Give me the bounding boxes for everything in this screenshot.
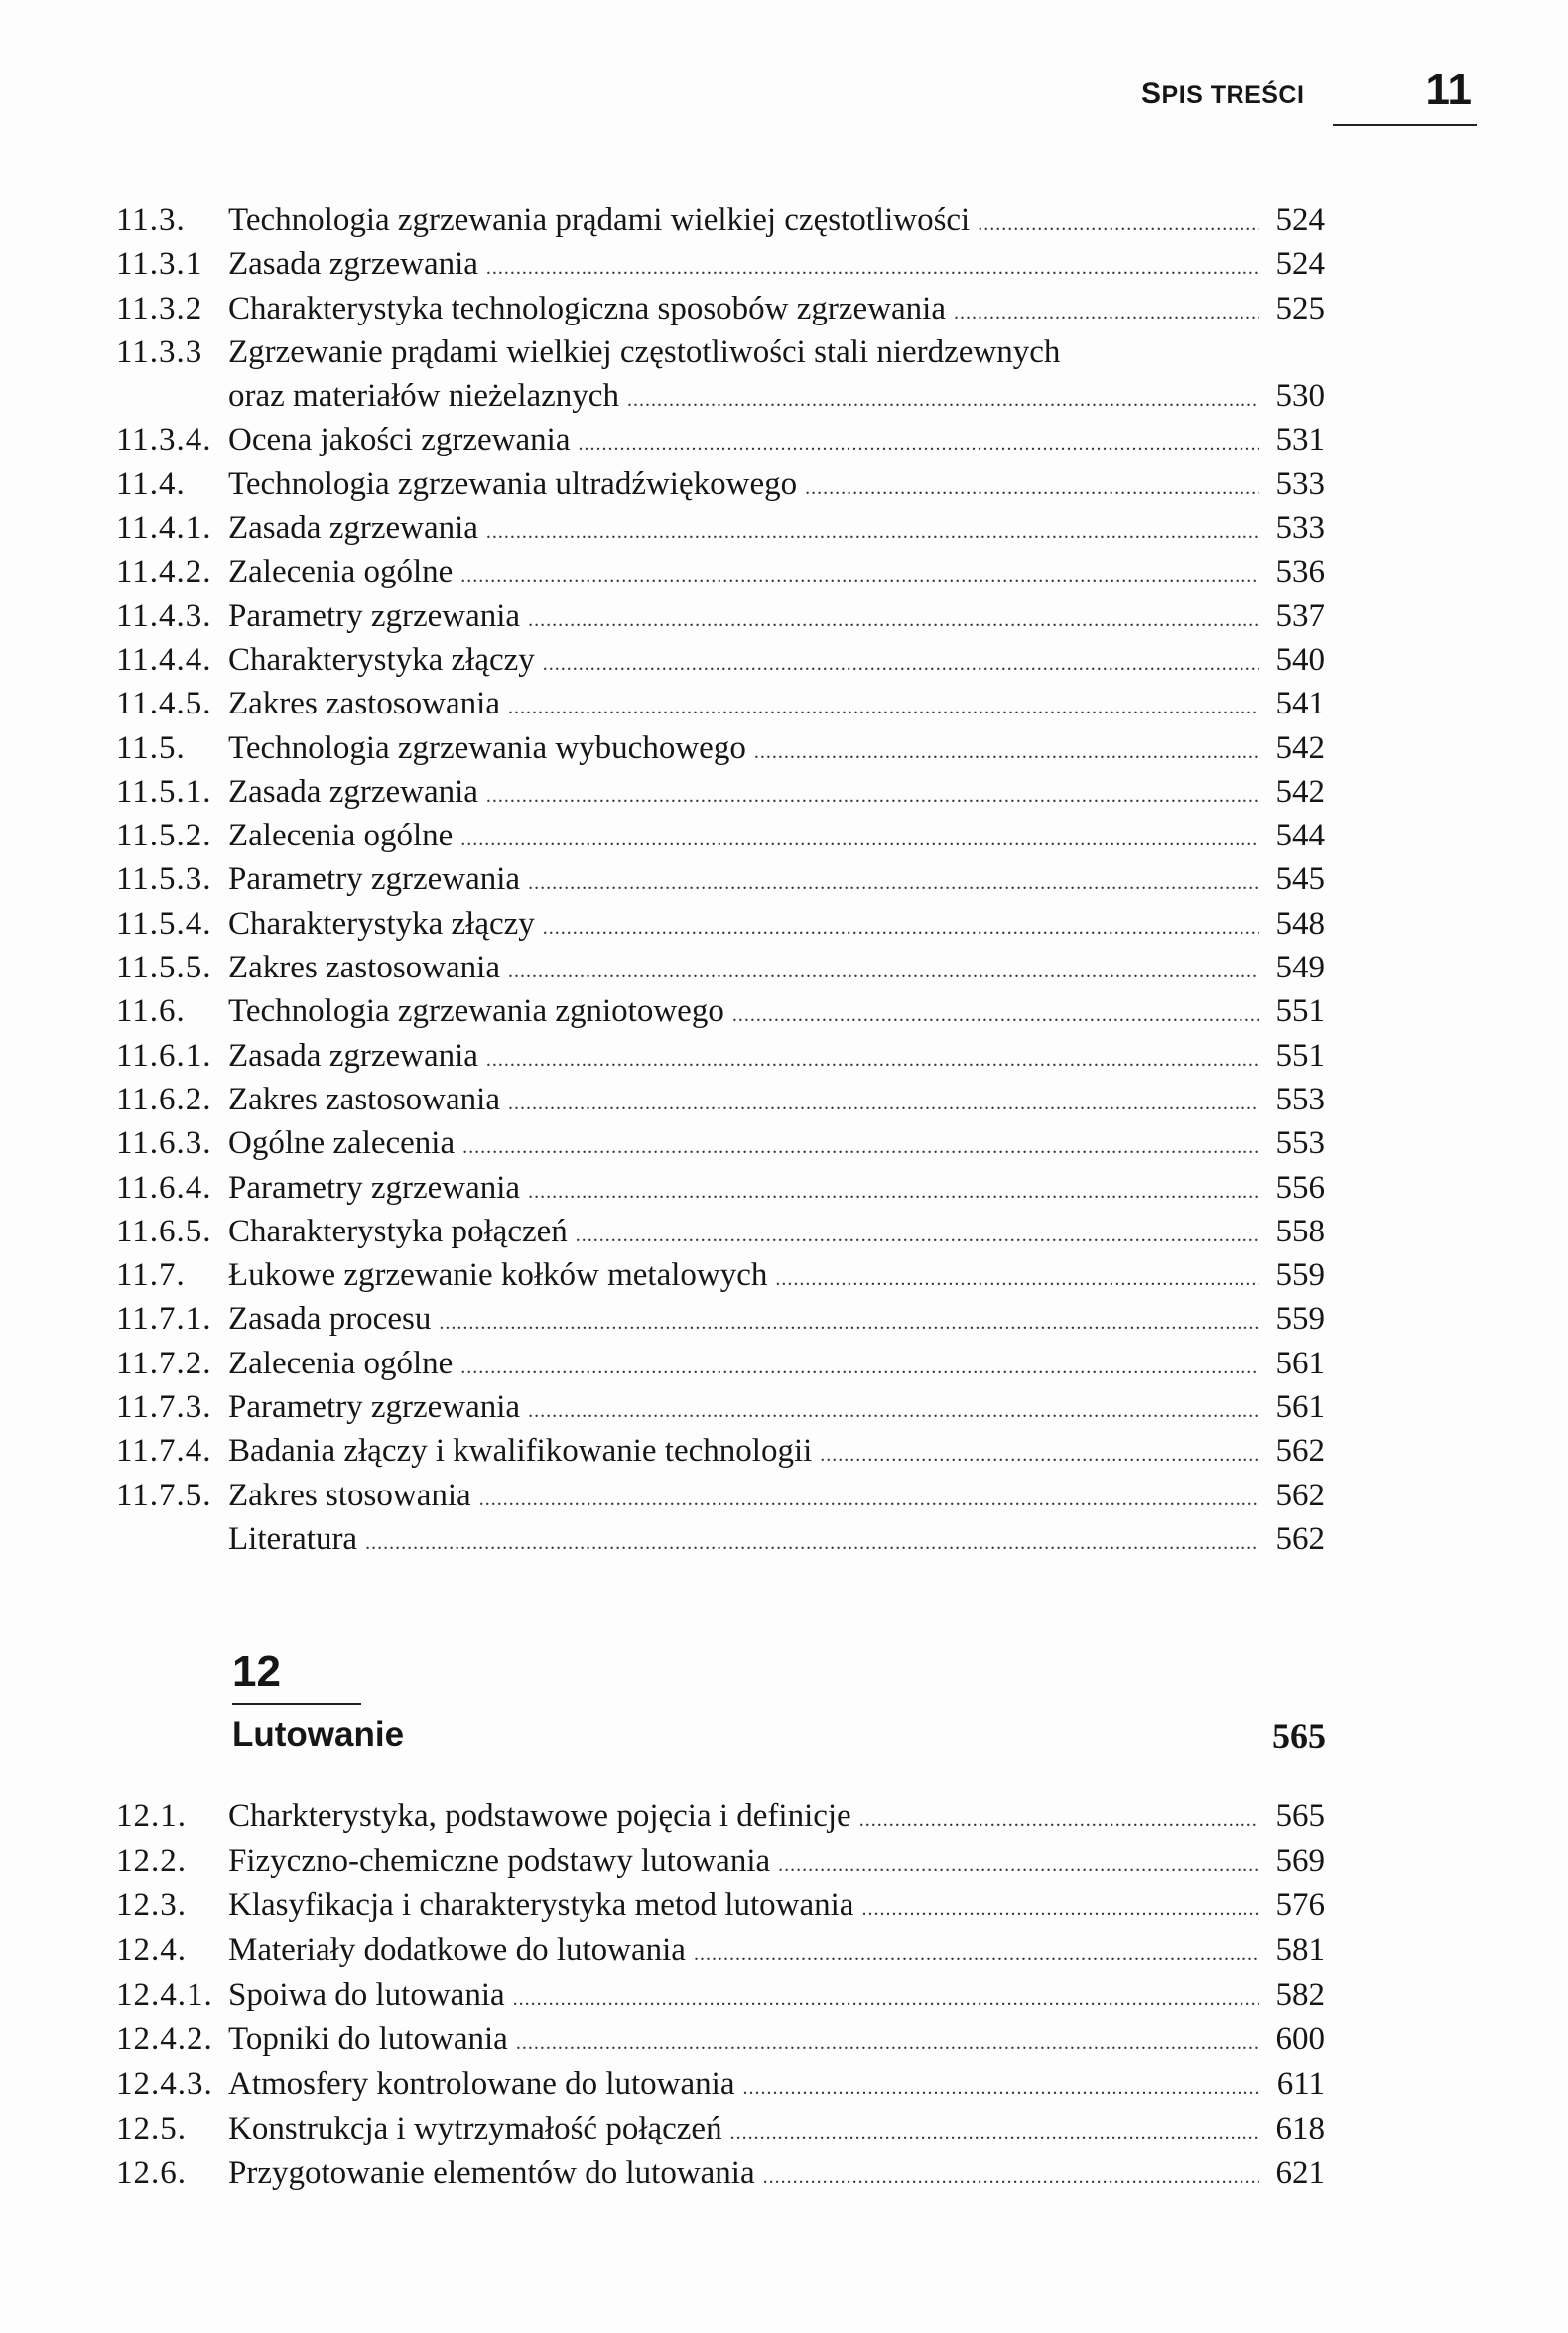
- toc-entry-number: 11.6.2.: [116, 1081, 212, 1117]
- toc-entry-number: 11.7.: [116, 1257, 186, 1294]
- toc-entry: [116, 993, 1325, 1037]
- toc-entry-title: Charakterystyka złączy: [228, 641, 535, 678]
- toc-entry-number: 12.3.: [116, 1887, 187, 1923]
- toc-entry: [116, 906, 1325, 950]
- toc-entry-title: Zalecenia ogólne: [228, 554, 454, 590]
- toc-entry-number: 11.3.1: [116, 246, 203, 283]
- toc-entry-number: 11.7.1.: [116, 1301, 212, 1338]
- dot-leader: [954, 302, 1259, 324]
- dot-leader: [516, 2032, 1259, 2055]
- toc-entry-page: 541: [1275, 686, 1325, 722]
- toc-entry-number: 11.3.2: [116, 290, 203, 326]
- toc-entry-page: 553: [1275, 1125, 1325, 1162]
- dot-leader: [508, 697, 1259, 719]
- toc-entry: [116, 861, 1325, 905]
- dot-leader: [730, 2122, 1259, 2144]
- toc-entry-number: 11.7.3.: [116, 1389, 212, 1426]
- toc-entry-number: 12.4.2.: [116, 2021, 213, 2057]
- dot-leader: [820, 1444, 1259, 1467]
- dot-leader: [528, 1181, 1259, 1204]
- toc-entry-page: 551: [1275, 993, 1325, 1030]
- toc-entry-page: 536: [1275, 554, 1325, 590]
- toc-entry: [116, 1843, 1325, 1887]
- toc-entry-title: Parametry zgrzewania: [228, 861, 521, 898]
- dot-leader: [576, 1225, 1259, 1247]
- dot-leader: [861, 1898, 1259, 1921]
- toc-entry-title: Spoiwa do lutowania: [228, 1977, 505, 2012]
- toc-entry-title: Badania złączy i kwalifikowanie technologii: [228, 1433, 813, 1470]
- toc-entry: [116, 1125, 1325, 1169]
- toc-entry-page: 561: [1275, 1345, 1325, 1381]
- toc-entry-title: Charakterystyka technologiczna sposobów zgrzewania: [228, 290, 946, 326]
- dot-leader: [486, 257, 1259, 280]
- toc-entry-page: 537: [1275, 597, 1325, 634]
- dot-leader: [462, 1136, 1259, 1159]
- toc-entry: [116, 202, 1325, 246]
- toc-entry: [116, 1257, 1325, 1301]
- toc-entry: [116, 774, 1325, 818]
- toc-entry-page: 562: [1275, 1477, 1325, 1513]
- toc-entry: [116, 1170, 1325, 1214]
- toc-entry-number: 12.4.3.: [116, 2066, 213, 2102]
- toc-entry-title: Konstrukcja i wytrzymałość połączeń: [228, 2111, 722, 2146]
- toc-entry-page: 545: [1275, 861, 1325, 898]
- toc-entry: [116, 1977, 1325, 2021]
- toc-entry-number: 11.5.2.: [116, 818, 212, 854]
- toc-entry-page: 600: [1275, 2021, 1325, 2057]
- dot-leader: [508, 1093, 1259, 1115]
- toc-entry-page: 524: [1275, 246, 1325, 283]
- toc-entry-page: 533: [1275, 465, 1325, 502]
- toc-entry-page: 561: [1275, 1389, 1325, 1426]
- toc-entry-page: 576: [1275, 1887, 1325, 1923]
- toc-entry-number: 11.4.1.: [116, 510, 212, 547]
- toc-entry-page: 618: [1275, 2111, 1325, 2146]
- toc-entry-number: 11.3.3: [116, 333, 203, 370]
- toc-entry: [116, 554, 1325, 597]
- toc-entry-title: Parametry zgrzewania: [228, 1169, 521, 1206]
- toc-entry-number: 11.6.3.: [116, 1125, 212, 1162]
- toc-entry-page: 562: [1275, 1433, 1325, 1470]
- toc-entry-page: 530: [1275, 378, 1325, 415]
- dot-leader: [486, 785, 1259, 808]
- toc-entry-page: 542: [1275, 729, 1325, 766]
- toc-entry-number: 12.1.: [116, 1798, 187, 1834]
- chapter-page-number: 565: [1272, 1716, 1326, 1755]
- toc-entry: [116, 1521, 1325, 1565]
- toc-entry-title: Charkterystyka, podstawowe pojęcia i definicje: [228, 1798, 851, 1834]
- toc-entry: [116, 334, 1325, 378]
- toc-entry-page: 611: [1276, 2066, 1325, 2102]
- chapter-title: Lutowanie: [232, 1715, 405, 1753]
- dot-leader: [978, 213, 1259, 236]
- toc-entry-number: 11.6.4.: [116, 1169, 212, 1206]
- toc-entry-page: 544: [1275, 818, 1325, 854]
- toc-entry-number: 11.5.3.: [116, 861, 212, 898]
- running-header-title-rest: PIS TREŚCI: [1161, 81, 1305, 109]
- toc-entry-page: 562: [1275, 1520, 1325, 1557]
- toc-entry-number: 12.4.1.: [116, 1977, 213, 2012]
- toc-entry: [116, 466, 1325, 510]
- dot-leader: [859, 1809, 1259, 1832]
- toc-entry: [116, 818, 1325, 861]
- dot-leader: [732, 1004, 1259, 1027]
- dot-leader: [778, 1854, 1259, 1877]
- toc-entry: [116, 686, 1325, 729]
- dot-leader: [754, 741, 1259, 764]
- dot-leader: [479, 1489, 1259, 1511]
- toc-entry-page: 559: [1275, 1257, 1325, 1294]
- toc-entry: [116, 510, 1325, 554]
- header-rule: [1333, 124, 1477, 126]
- dot-leader: [578, 433, 1259, 455]
- toc-entry-page: 531: [1275, 422, 1325, 458]
- dot-leader: [528, 1400, 1259, 1423]
- toc-entry: [116, 950, 1325, 993]
- toc-entry: [116, 2021, 1325, 2066]
- toc-entry-title: Zalecenia ogólne: [228, 818, 454, 854]
- toc-entry-title: Parametry zgrzewania: [228, 597, 521, 634]
- toc-entry-title: Zgrzewanie prądami wielkiej częstotliwości stali nierdzewnych: [228, 333, 1061, 370]
- dot-leader: [763, 2166, 1259, 2189]
- toc-entry: [116, 2155, 1325, 2200]
- dot-leader: [460, 565, 1259, 587]
- toc-entry-number: 11.6.: [116, 993, 186, 1030]
- toc-entry-page: 549: [1275, 950, 1325, 986]
- toc-entry: [116, 642, 1325, 686]
- toc-entry-title: Zakres zastosowania: [228, 950, 500, 986]
- dot-leader: [543, 653, 1259, 676]
- toc-entry-page: 582: [1275, 1977, 1325, 2012]
- toc-entry-page: 558: [1275, 1213, 1325, 1249]
- toc-entry-title: Atmosfery kontrolowane do lutowania: [228, 2066, 735, 2102]
- dot-leader: [513, 1988, 1259, 2010]
- toc-entry-number: 11.7.2.: [116, 1345, 212, 1381]
- toc-entry-number: 11.7.5.: [116, 1477, 212, 1513]
- toc-entry-number: 11.4.: [116, 465, 186, 502]
- toc-entry-number: 11.5.: [116, 729, 186, 766]
- toc-entry: [116, 1346, 1325, 1389]
- toc-entry: [116, 1887, 1325, 1932]
- dot-leader: [486, 521, 1259, 544]
- dot-leader: [460, 1357, 1259, 1379]
- toc-entry-title: Topniki do lutowania: [228, 2021, 508, 2057]
- toc-entry-number: 12.5.: [116, 2111, 187, 2146]
- dot-leader: [460, 829, 1259, 851]
- toc-entry: [116, 378, 1325, 422]
- toc-entry-number: 12.2.: [116, 1843, 187, 1879]
- toc-entry-number: 11.5.4.: [116, 905, 212, 942]
- toc-entry-title: oraz materiałów nieżelaznych: [228, 378, 619, 415]
- toc-entry-page: 553: [1275, 1081, 1325, 1117]
- toc-entry-title: Technologia zgrzewania zgniotowego: [228, 993, 724, 1030]
- toc-entry-title: Zasada zgrzewania: [228, 510, 478, 547]
- toc-entry-page: 524: [1275, 202, 1325, 238]
- toc-entry-number: 11.4.2.: [116, 554, 212, 590]
- toc-entry: [116, 730, 1325, 774]
- toc-entry-title: Charakterystyka złączy: [228, 905, 535, 942]
- toc-entry: [116, 1301, 1325, 1345]
- toc-entry-number: 11.3.4.: [116, 422, 212, 458]
- toc-entry: [116, 1082, 1325, 1125]
- toc-entry-title: Zasada procesu: [228, 1301, 432, 1338]
- running-header-title-initial: S: [1141, 77, 1162, 110]
- toc-entry-title: Klasyfikacja i charakterystyka metod lutowania: [228, 1887, 854, 1923]
- toc-entry-page: 559: [1275, 1301, 1325, 1338]
- toc-entry-title: Ogólne zalecenia: [228, 1125, 456, 1162]
- toc-entry-title: Zasada zgrzewania: [228, 246, 478, 283]
- dot-leader: [775, 1268, 1259, 1291]
- toc-entry: [116, 2066, 1325, 2111]
- toc-entry-number: 11.4.5.: [116, 686, 212, 722]
- toc-entry-page: 565: [1275, 1798, 1325, 1834]
- toc-entry-title: Zakres zastosowania: [228, 1081, 500, 1117]
- toc-entry-title: Ocena jakości zgrzewania: [228, 422, 571, 458]
- toc-entry-number: 11.4.3.: [116, 597, 212, 634]
- dot-leader: [742, 2077, 1259, 2100]
- toc-entry-page: 542: [1275, 773, 1325, 810]
- toc-entry-page: 569: [1275, 1843, 1325, 1879]
- chapter-number: 12: [232, 1647, 281, 1696]
- toc-entry-title: Przygotowanie elementów do lutowania: [228, 2155, 755, 2191]
- toc-entry-page: 556: [1275, 1169, 1325, 1206]
- page-number: 11: [1425, 65, 1472, 114]
- dot-leader: [528, 872, 1259, 895]
- toc-entry-title: Materiały dodatkowe do lutowania: [228, 1932, 686, 1968]
- toc-entry-title: Zasada zgrzewania: [228, 773, 478, 810]
- dot-leader: [508, 961, 1259, 983]
- toc-chapter-11-list: [116, 202, 1325, 1565]
- running-header-title: [1141, 77, 1304, 111]
- toc-entry: [116, 1433, 1325, 1477]
- toc-entry-number: 11.7.4.: [116, 1433, 212, 1470]
- toc-entry: [116, 1798, 1325, 1843]
- toc-entry: [116, 1932, 1325, 1977]
- toc-entry-title: Literatura: [228, 1520, 358, 1557]
- dot-leader: [543, 917, 1259, 940]
- toc-entry-title: Technologia zgrzewania ultradźwiękowego: [228, 465, 798, 502]
- toc-chapter-12-list: [116, 1798, 1325, 2200]
- toc-entry-page: 581: [1275, 1932, 1325, 1968]
- chapter-heading: [232, 1647, 1326, 1776]
- toc-entry-title: Charakterystyka połączeń: [228, 1213, 568, 1249]
- toc-entry-page: 548: [1275, 905, 1325, 942]
- dot-leader: [365, 1532, 1259, 1555]
- toc-entry-title: Fizyczno-chemiczne podstawy lutowania: [228, 1843, 771, 1879]
- toc-entry-page: 525: [1275, 290, 1325, 326]
- dot-leader: [528, 609, 1259, 632]
- toc-entry-number: 11.5.5.: [116, 950, 212, 986]
- toc-entry: [116, 1214, 1325, 1257]
- toc-entry: [116, 291, 1325, 334]
- toc-entry-number: 11.4.4.: [116, 641, 212, 678]
- toc-entry-number: 11.6.1.: [116, 1037, 212, 1074]
- toc-entry-title: Technologia zgrzewania wybuchowego: [228, 729, 746, 766]
- running-header: [1141, 64, 1484, 143]
- toc-entry-title: Zasada zgrzewania: [228, 1037, 478, 1074]
- toc-entry: [116, 1389, 1325, 1433]
- toc-entry-page: 540: [1275, 641, 1325, 678]
- chapter-number-rule: [232, 1703, 361, 1705]
- toc-entry-title: Zalecenia ogólne: [228, 1345, 454, 1381]
- toc-entry: [116, 2111, 1325, 2155]
- toc-entry-number: 11.3.: [116, 202, 186, 238]
- toc-entry: [116, 246, 1325, 290]
- dot-leader: [486, 1049, 1259, 1072]
- toc-entry-number: 12.6.: [116, 2155, 187, 2191]
- toc-entry-page: 533: [1275, 510, 1325, 547]
- toc-entry-title: Zakres zastosowania: [228, 686, 500, 722]
- dot-leader: [627, 389, 1259, 412]
- toc-entry-title: Parametry zgrzewania: [228, 1389, 521, 1426]
- toc-entry: [116, 422, 1325, 465]
- toc-entry: [116, 598, 1325, 642]
- toc-entry-title: Technologia zgrzewania prądami wielkiej częstotliwości: [228, 202, 971, 238]
- dot-leader: [694, 1943, 1259, 1966]
- toc-entry-page: 621: [1275, 2155, 1325, 2191]
- toc-entry: [116, 1478, 1325, 1521]
- dot-leader: [439, 1312, 1259, 1335]
- toc-entry-page: 551: [1275, 1037, 1325, 1074]
- toc-entry-number: 11.5.1.: [116, 773, 212, 810]
- toc-entry-title: Łukowe zgrzewanie kołków metalowych: [228, 1257, 768, 1294]
- toc-entry-number: 11.6.5.: [116, 1213, 212, 1249]
- toc-entry-title: Zakres stosowania: [228, 1477, 471, 1513]
- dot-leader: [805, 477, 1259, 500]
- toc-entry: [116, 1038, 1325, 1082]
- toc-entry-number: 12.4.: [116, 1932, 187, 1968]
